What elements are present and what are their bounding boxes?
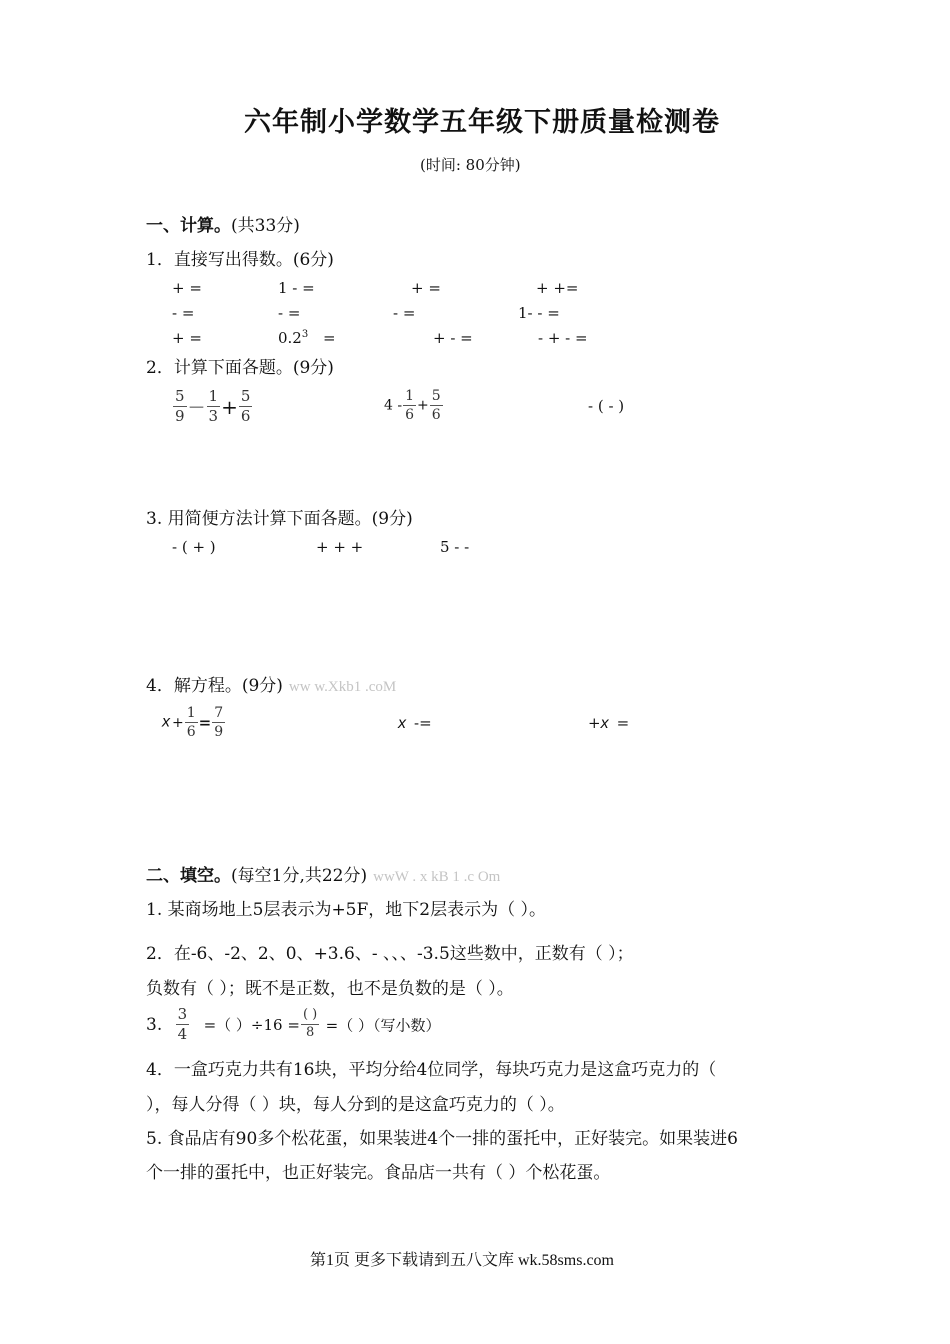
lead: +: [588, 714, 601, 732]
operator: +: [221, 394, 238, 419]
fraction: [173, 388, 187, 426]
denominator: 4: [177, 1025, 188, 1044]
q4-equation-2: [398, 714, 432, 733]
rest: =: [616, 714, 630, 732]
section1-heading-bold: 一、计算。: [146, 216, 231, 236]
numerator: 5: [173, 388, 187, 407]
denominator: 8: [305, 1025, 315, 1041]
watermark-2: wwW . x kB 1 .c Om: [373, 869, 501, 885]
middle-text: =（ ）÷16 =: [203, 1016, 300, 1035]
variable: x: [162, 713, 170, 731]
numerator: 1: [207, 388, 221, 407]
q3-item-2: + + +: [316, 538, 364, 556]
q4-equation-1: [162, 705, 226, 740]
lead: 3.: [146, 1014, 163, 1035]
numerator: 5: [239, 388, 253, 407]
fraction: [185, 705, 198, 740]
denominator: 6: [240, 407, 251, 426]
q1-r3-c2-base: 0.2: [278, 329, 302, 347]
q3-label: 3. 用简便方法计算下面各题。(9分): [146, 509, 413, 529]
fraction: [207, 388, 221, 426]
numerator: 1: [403, 388, 416, 406]
fill-item-3: [146, 1006, 440, 1044]
variable: x: [398, 715, 406, 732]
fraction: [176, 1006, 190, 1044]
tail-text: =（ ）（写小数）: [325, 1016, 441, 1035]
q1-r3-c2-equals: =: [323, 329, 336, 347]
fraction: [403, 388, 416, 423]
fraction: [239, 388, 253, 426]
time-limit: (时间: 80分钟): [420, 156, 521, 174]
q1-r1-c4: + +=: [536, 279, 579, 297]
numerator: 7: [212, 705, 225, 723]
numerator: ( ): [301, 1008, 319, 1025]
operator: +: [417, 397, 429, 414]
fill-item-5-line-1: 5. 食品店有90多个松花蛋，如果装进4个一排的蛋托中，正好装完。如果装进6: [146, 1129, 738, 1149]
numerator: 5: [430, 388, 443, 406]
q3-item-3: 5 - -: [440, 538, 470, 556]
section2-heading-bold: 二、填空。: [146, 866, 231, 886]
q2-expression-1: [172, 388, 253, 426]
rest: -=: [414, 714, 432, 732]
q1-r2-c3: - =: [393, 304, 416, 322]
numerator: 3: [176, 1006, 190, 1025]
q2-label: 2．计算下面各题。(9分): [146, 358, 334, 378]
q2-expression-3: - ( - ): [588, 397, 625, 415]
fraction: [430, 388, 443, 423]
section2-heading-rest: (每空1分,共22分): [231, 866, 368, 886]
q3-item-1: - ( + ): [172, 538, 216, 556]
denominator: 9: [175, 407, 185, 426]
fill-item-1: 1. 某商场地上5层表示为+5F，地下2层表示为（ ）。: [146, 900, 547, 920]
q1-r3-c4: - + - =: [538, 329, 588, 347]
q4-equation-3: [588, 714, 629, 733]
q4-label: [146, 671, 396, 696]
page-footer: 第1页 更多下载请到五八文库 wk.58sms.com: [310, 1252, 615, 1269]
fill-item-2-line-2: 负数有（ ）；既不是正数，也不是负数的是（ ）。: [146, 979, 514, 999]
page-title: 六年制小学数学五年级下册质量检测卷: [244, 107, 720, 138]
denominator: 6: [186, 724, 196, 741]
fill-item-2-line-1: 2．在-6、-2、2、0、+3.6、- 、、、-3.5这些数中，正数有（ ）；: [146, 944, 634, 964]
operator: +: [172, 714, 184, 731]
operator: －: [187, 397, 206, 419]
section2-heading: [146, 861, 500, 886]
numerator: 1: [185, 705, 198, 723]
q1-r3-c2-exponent: 3: [301, 329, 309, 340]
q1-r1-c2: 1 - =: [278, 279, 315, 297]
watermark-1: ww w.Xkb1 .coM: [288, 679, 397, 695]
q1-r1-c1: + =: [172, 279, 202, 297]
fill-item-4-line-2: ），每人分得（ ）块，每人分到的是这盒巧克力的（ ）。: [146, 1095, 565, 1115]
q1-r2-c4: 1- - =: [518, 304, 560, 322]
variable: x: [600, 715, 609, 732]
q2-expression-2: [384, 388, 444, 423]
denominator: 6: [405, 407, 415, 424]
denominator: 9: [214, 724, 224, 741]
fill-item-5-line-2: 个一排的蛋托中，也正好装完。食品店一共有（ ）个松花蛋。: [146, 1163, 611, 1183]
q1-r3-c3: + - =: [433, 329, 473, 347]
section1-heading: [146, 211, 300, 236]
denominator: 6: [431, 407, 441, 424]
denominator: 3: [208, 407, 219, 426]
q4-label-text: 4．解方程。(9分): [146, 676, 283, 696]
lead: 4 -: [384, 397, 403, 414]
fraction: [301, 1008, 319, 1041]
q1-r3-c1: + =: [172, 329, 202, 347]
fill-item-4-line-1: 4．一盒巧克力共有16块，平均分给4位同学，每块巧克力是这盒巧克力的（: [146, 1060, 717, 1080]
section1-heading-rest: (共33分): [231, 216, 300, 236]
q1-r2-c2: - =: [278, 304, 301, 322]
q1-label: 1．直接写出得数。(6分): [146, 250, 334, 270]
q1-r2-c1: - =: [172, 304, 195, 322]
q1-r1-c3: + =: [411, 279, 441, 297]
q1-r3-c2: [278, 329, 336, 347]
equals: =: [198, 713, 212, 732]
fraction: [212, 705, 225, 740]
